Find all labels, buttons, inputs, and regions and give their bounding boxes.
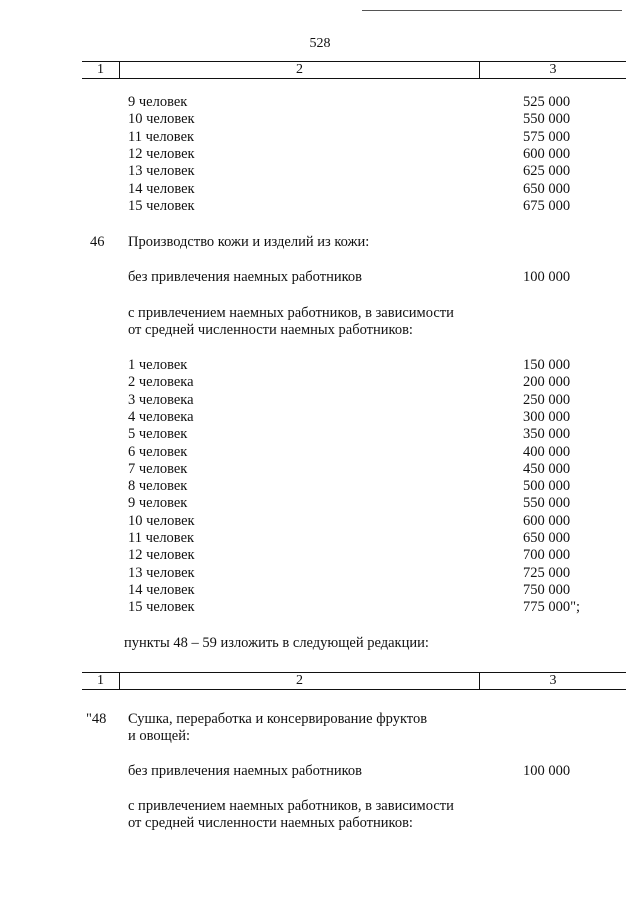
instruction-text: пункты 48 – 59 изложить в следующей редакции: <box>124 635 429 651</box>
section-number: 46 <box>90 234 105 250</box>
section-number: "48 <box>86 711 107 727</box>
row-label: 13 человек <box>128 163 195 180</box>
row-value: 450 000 <box>523 460 571 477</box>
row-label: 7 человек <box>128 460 188 477</box>
hired-intro-line-2: от средней численности наемных работников: <box>128 322 413 338</box>
table-row <box>0 425 640 443</box>
section-title: Производство кожи и изделий из кожи: <box>128 234 370 250</box>
table-row <box>0 373 640 391</box>
table-row <box>0 408 640 426</box>
row-value: 400 000 <box>523 443 571 460</box>
row-value: 550 000 <box>523 495 571 512</box>
hired-intro-line-1: с привлечением наемных работников, в зависимости <box>128 798 454 814</box>
row-label: 9 человек <box>128 94 188 110</box>
header-col-2: 2 <box>296 673 303 688</box>
table-row <box>0 110 640 128</box>
row-label: 5 человек <box>128 426 188 443</box>
table-row <box>0 443 640 461</box>
row-value: 775 000"; <box>523 599 581 616</box>
table-row <box>0 512 640 530</box>
scan-edge-line <box>362 10 622 11</box>
table-row <box>0 145 640 163</box>
row-value: 700 000 <box>523 547 571 564</box>
header-col-1: 1 <box>97 62 104 77</box>
row-value: 725 000 <box>523 564 571 581</box>
header-col-3: 3 <box>549 62 557 77</box>
row-label: 8 человек <box>128 478 188 495</box>
header-col-3: 3 <box>549 673 557 688</box>
hired-intro-line-2: от средней численности наемных работников: <box>128 815 413 831</box>
table-row <box>0 391 640 409</box>
row-label: 2 человека <box>128 374 194 391</box>
table-row <box>0 180 640 198</box>
header-col-1: 1 <box>97 673 104 688</box>
header-col-2: 2 <box>296 62 303 77</box>
section-48-no-hired <box>0 762 640 780</box>
page-number: 528 <box>309 36 331 51</box>
row-value: 300 000 <box>523 408 571 425</box>
row-value: 600 000 <box>523 145 571 162</box>
table-row <box>0 598 640 616</box>
table-row <box>0 197 640 215</box>
no-hired-value: 100 000 <box>523 269 571 285</box>
table-row <box>0 529 640 547</box>
row-label: 12 человек <box>128 547 195 564</box>
row-value: 675 000 <box>523 197 571 214</box>
no-hired-label: без привлечения наемных работников <box>128 269 362 285</box>
table-header-bottom <box>82 672 626 690</box>
hired-intro-line-1: с привлечением наемных работников, в зависимости <box>128 305 454 321</box>
row-label: 15 человек <box>128 599 195 616</box>
row-value: 200 000 <box>523 374 571 391</box>
table-row <box>0 564 640 582</box>
row-label: 10 человек <box>128 111 195 128</box>
row-label: 6 человек <box>128 443 188 460</box>
table-row <box>0 494 640 512</box>
table-row <box>0 460 640 478</box>
row-value: 250 000 <box>523 391 571 408</box>
table-row <box>0 128 640 146</box>
no-hired-label: без привлечения наемных работников <box>128 763 362 779</box>
row-label: 15 человек <box>128 197 195 214</box>
table-row <box>0 162 640 180</box>
row-label: 10 человек <box>128 512 195 529</box>
row-label: 9 человек <box>128 495 188 512</box>
section-48-heading <box>0 710 640 728</box>
table-row <box>0 356 640 374</box>
no-hired-value: 100 000 <box>523 763 571 779</box>
table-row <box>0 546 640 564</box>
row-label: 11 человек <box>128 128 195 145</box>
row-label: 11 человек <box>128 530 195 546</box>
table-row <box>0 93 640 111</box>
row-value: 650 000 <box>523 180 571 197</box>
row-label: 12 человек <box>128 145 195 162</box>
section-46-no-hired <box>0 268 640 286</box>
row-value: 150 000 <box>523 357 571 373</box>
row-value: 525 000 <box>523 94 571 110</box>
row-value: 750 000 <box>523 581 571 598</box>
table-header-top <box>82 61 626 79</box>
table-row <box>0 581 640 599</box>
section-46-heading <box>0 233 640 251</box>
row-label: 14 человек <box>128 581 195 598</box>
row-label: 14 человек <box>128 180 195 197</box>
row-value: 550 000 <box>523 111 571 128</box>
section-title-line-1: Сушка, переработка и консервирование фруктов <box>128 711 428 727</box>
row-value: 650 000 <box>523 530 571 546</box>
section-title-line-2: и овощей: <box>128 728 191 744</box>
row-value: 350 000 <box>523 426 571 443</box>
row-label: 3 человека <box>128 391 194 408</box>
table-row <box>0 477 640 495</box>
row-label: 4 человека <box>128 408 194 425</box>
row-value: 575 000 <box>523 128 571 145</box>
row-value: 625 000 <box>523 163 571 180</box>
row-value: 600 000 <box>523 512 571 529</box>
row-value: 500 000 <box>523 478 571 495</box>
row-label: 13 человек <box>128 564 195 581</box>
row-label: 1 человек <box>128 357 188 373</box>
